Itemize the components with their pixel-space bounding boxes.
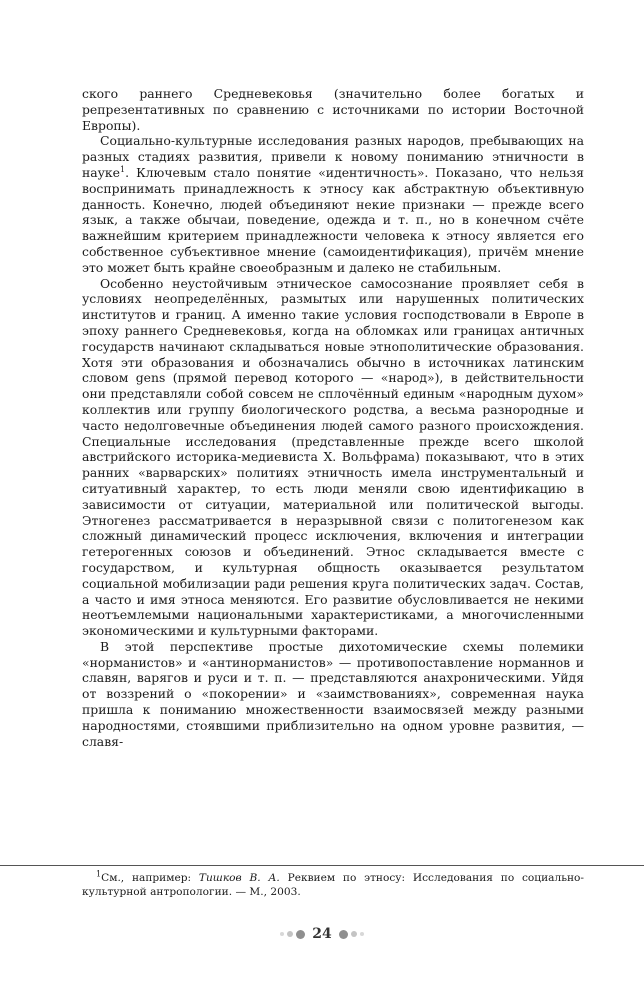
footnote <box>82 869 584 899</box>
paragraph-3: Особенно неустойчивым этническое самосознание проявляет себя в условиях неопределённых, размытых или нарушенных политических институтов и границ. А именно такие условия господствовали в Европе в эпоху раннего Средневековья, когда на обломках или границах античных государств начинают складываться новые этнополитические образования. Хотя эти образования и обозначались обычно в источниках латинским словом gens (прямой перевод которого — «народ»), в действительности они представляли собой совсем не сплочённый единым «народным духом» коллектив или группу биологического родства, а весьма разнородные и часто недолговечные объединения людей самого разного происхождения. Специальные исследования (представленные прежде всего школой австрийского историка-медиевиста Х. Вольфрама) показывают, что в этих ранних «варварских» политиях этничность имела инструментальный и ситуативный характер, то есть люди меняли свою идентификацию в зависимости от ситуации, материальной или политической выгоды. Этногенез рассматривается в неразрывной связи с политогенезом как сложный динамический процесс исключения, включения и интеграции гетерогенных союзов и объединений. Этнос складывается вместе с государством, и культурная общность оказывается результатом социальной мобилизации ради решения круга политических задач. Состав, а часто и имя этноса меняются. Его развитие обусловливается не некими неотъемлемыми национальными характеристиками, а многочисленными экономическими и культурными факторами. <box>82 275 584 639</box>
footnote-prefix: См., например: <box>101 872 199 884</box>
paragraph-2-rest: . Ключевым стало понятие «идентичность». Показано, что нельзя воспринимать принадлежность к этносу как абстрактную объективную данность. Конечно, людей объединяют некие признаки — прежде всего язык, а также обычаи, поведение, одежда и т. п., но в конечном счёте важнейшим критерием принадлежности человека к этносу является его собственное субъективное мнение (самоидентификация), причём мнение это может быть крайне своеобразным и далеко не стабильным. <box>82 164 584 275</box>
ornament-dot-icon <box>360 932 364 936</box>
ornament-dot-icon <box>351 931 357 937</box>
paragraph-2 <box>82 133 584 275</box>
footnote-text: Реквием по этносу: Исследования по социально-культурной антропологии. — М., 2003. <box>82 872 584 898</box>
footnote-author: Тишков В. А. <box>198 872 280 884</box>
page-number: 24 <box>312 926 332 942</box>
ornament-dot-icon <box>339 930 348 939</box>
ornament-dot-icon <box>287 931 293 937</box>
main-text <box>82 86 584 749</box>
page-number-ornament <box>0 924 644 944</box>
paragraph-1: ского раннего Средневековья (значительно более богатых и репрезентативных по сравнению с источниками по истории Восточной Европы). <box>82 86 584 133</box>
paragraph-4: В этой перспективе простые дихотомические схемы полемики «норманистов» и «антинорманистов» — противопоставление норманнов и славян, варягов и руси и т. п. — представляются анахроническими. Уйдя от воззрений о «покорении» и «заимствованиях», современная наука пришла к пониманию множественности взаимосвязей между разными народностями, стоявшими приблизительно на одном уровне развития, — славя- <box>82 638 584 749</box>
ornament-dot-icon <box>280 932 284 936</box>
footnote-divider <box>0 865 644 866</box>
ornament-dot-icon <box>296 930 305 939</box>
footnote-marker: 1 <box>96 869 102 879</box>
paragraph-2-start: Социально-культурные исследования разных народов, пребывающих на разных стадиях развития, привели к новому пониманию этничности в науке <box>82 133 584 180</box>
footnote-reference: 1 <box>120 164 126 174</box>
